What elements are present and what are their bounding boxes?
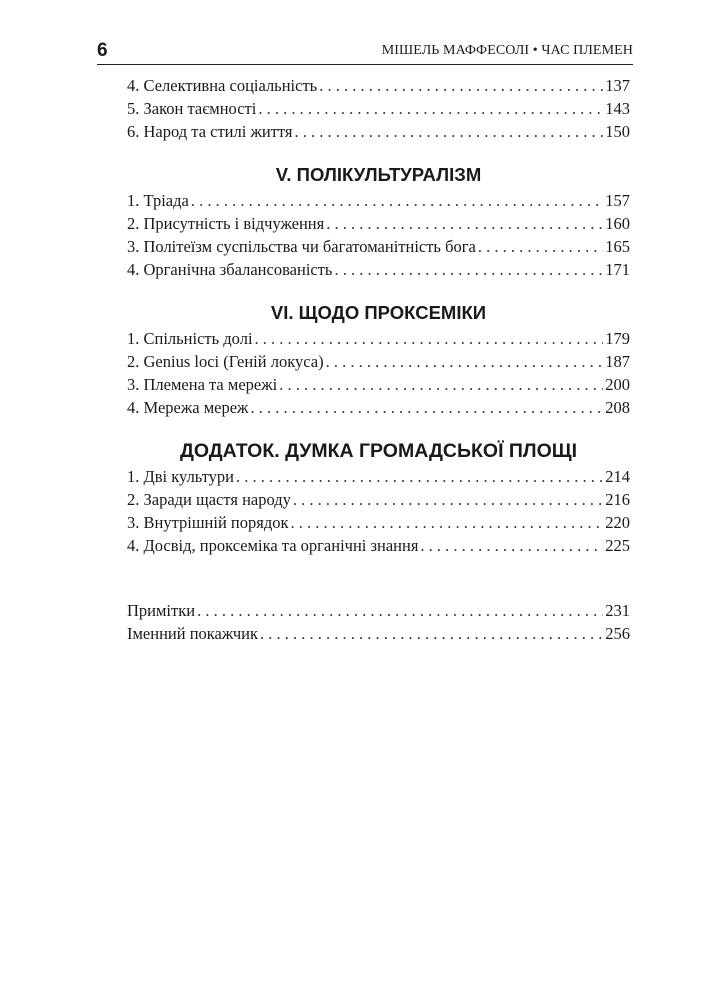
toc-entry-title: 3. Внутрішній порядок	[127, 513, 289, 532]
toc-entry-page: 216	[605, 490, 630, 509]
toc-entry-title: 2. Genius loci (Геній локуса)	[127, 352, 324, 371]
dot-leader	[291, 513, 604, 533]
backmatter-list	[127, 601, 630, 647]
dot-leader	[478, 237, 603, 257]
toc-entry-notes[interactable]	[127, 601, 630, 624]
toc-entry-page: 150	[605, 122, 630, 141]
toc-entry-page: 208	[605, 398, 630, 417]
toc-entry-title: 4. Мережа мереж	[127, 398, 249, 417]
dot-leader	[258, 99, 603, 119]
toc-entry-name-index[interactable]	[127, 624, 630, 647]
toc-entry[interactable]	[127, 329, 630, 352]
page-number: 6	[97, 40, 108, 61]
toc-entry-page: 179	[605, 329, 630, 348]
toc-entry-page: 256	[605, 624, 630, 643]
toc-entry-page: 214	[605, 467, 630, 486]
section-heading: VI. ЩОДО ПРОКСЕМІКИ	[270, 302, 487, 323]
toc-entry[interactable]	[127, 352, 630, 375]
dot-leader	[293, 490, 603, 510]
section-heading: ДОДАТОК. ДУМКА ГРОМАДСЬКОЇ ПЛОЩІ	[179, 440, 578, 462]
table-of-contents	[127, 76, 630, 647]
toc-entry-page: 200	[605, 375, 630, 394]
dot-leader	[334, 260, 603, 280]
dot-leader	[319, 76, 603, 96]
toc-entry-page: 143	[605, 99, 630, 118]
toc-entry-title: 6. Народ та стилі життя	[127, 122, 293, 141]
toc-entry-title: 3. Племена та мережі	[127, 375, 278, 394]
toc-entry-page: 171	[605, 260, 630, 279]
toc-entry[interactable]	[127, 260, 630, 283]
toc-entry-page: 220	[605, 513, 630, 532]
dot-leader	[260, 624, 603, 644]
page-header	[97, 38, 633, 65]
toc-entry[interactable]	[127, 76, 630, 99]
toc-entry-page: 137	[605, 76, 630, 95]
toc-entry[interactable]	[127, 237, 630, 260]
toc-entry-title: 2. Заради щастя народу	[127, 490, 291, 509]
toc-entry[interactable]	[127, 536, 630, 559]
toc-entry[interactable]	[127, 375, 630, 398]
dot-leader	[197, 601, 603, 621]
toc-entry-page: 157	[605, 191, 630, 210]
toc-entry-page: 160	[605, 214, 630, 233]
toc-entry-page: 231	[605, 601, 630, 620]
toc-entry-title: 1. Тріада	[127, 191, 189, 210]
toc-entry-title: 3. Політеїзм суспільства чи багатоманітність бога	[127, 237, 476, 256]
dot-leader	[294, 122, 603, 142]
toc-entry-title: Примітки	[127, 601, 196, 620]
toc-entry[interactable]	[127, 467, 630, 490]
toc-entry-page: 225	[605, 536, 630, 555]
toc-entry[interactable]	[127, 214, 630, 237]
dot-leader	[250, 398, 603, 418]
toc-entry[interactable]	[127, 513, 630, 536]
toc-entry[interactable]	[127, 122, 630, 145]
toc-entry-title: Іменний покажчик	[127, 624, 259, 643]
running-head: МІШЕЛЬ МАФФЕСОЛІ • ЧАС ПЛЕМЕН	[381, 43, 633, 58]
toc-entry-page: 165	[605, 237, 630, 256]
toc-entry-title: 2. Присутність і відчуження	[127, 214, 325, 233]
section-heading: V. ПОЛІКУЛЬТУРАЛІЗМ	[275, 164, 482, 185]
toc-entry-title: 4. Досвід, проксеміка та органічні знання	[127, 536, 419, 555]
toc-entry[interactable]	[127, 99, 630, 122]
dot-leader	[255, 329, 604, 349]
dot-leader	[191, 191, 603, 211]
dot-leader	[279, 375, 603, 395]
toc-entry[interactable]	[127, 490, 630, 513]
dot-leader	[420, 536, 603, 556]
toc-entry[interactable]	[127, 398, 630, 421]
toc-entry-title: 4. Органічна збалансованість	[127, 260, 333, 279]
dot-leader	[236, 467, 603, 487]
dot-leader	[326, 214, 603, 234]
toc-entry-title: 4. Селективна соціальність	[127, 76, 318, 95]
toc-entry-title: 1. Дві культури	[127, 467, 235, 486]
toc-entry-page: 187	[605, 352, 630, 371]
toc-entry-title: 5. Закон таємності	[127, 99, 257, 118]
toc-entry-title: 1. Спільність долі	[127, 329, 253, 348]
dot-leader	[326, 352, 604, 372]
toc-entry[interactable]	[127, 191, 630, 214]
